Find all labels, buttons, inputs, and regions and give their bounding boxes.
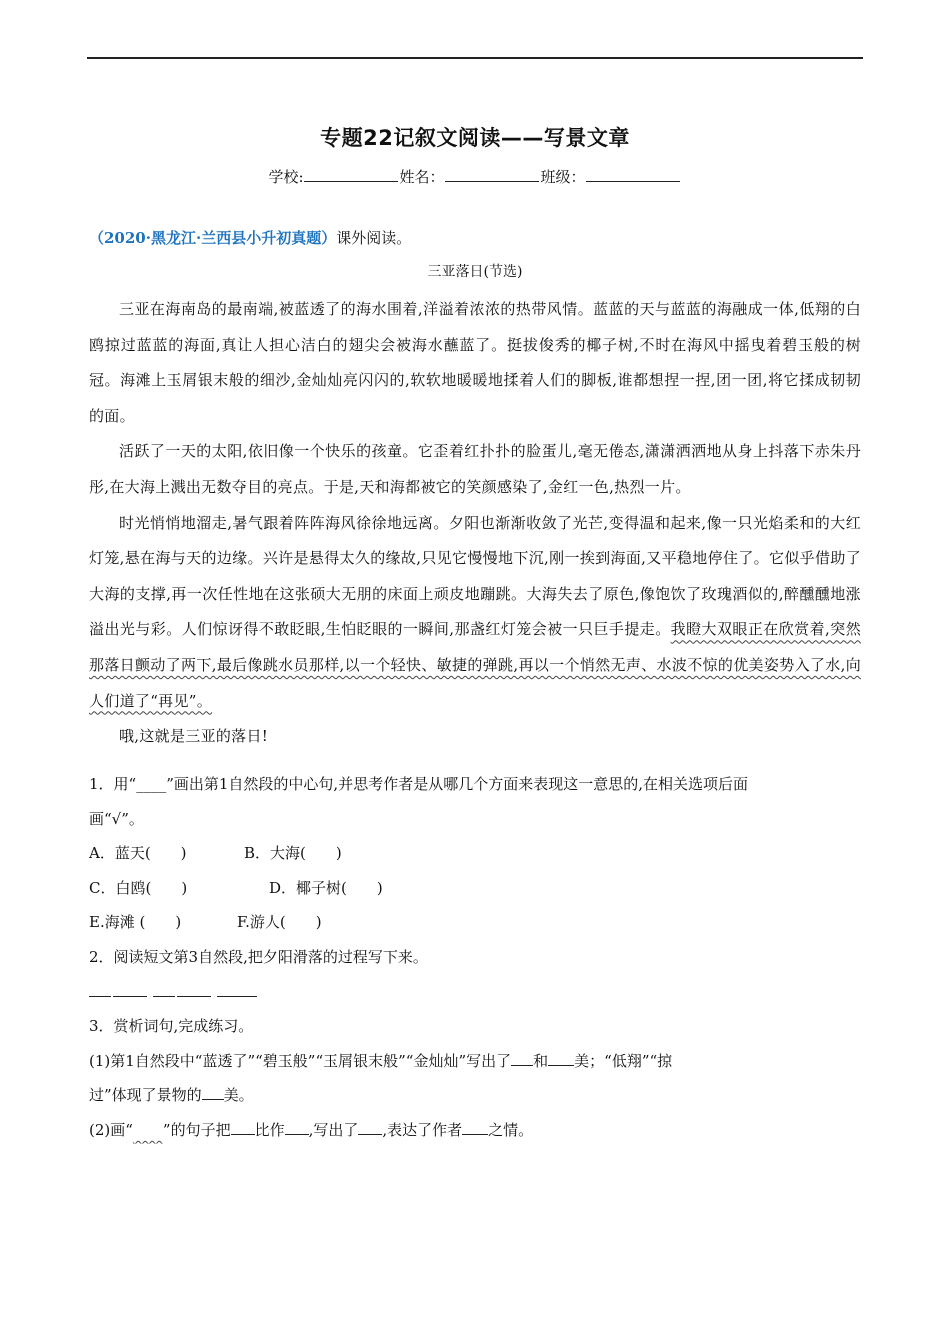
student-info <box>0 166 950 187</box>
school-blank[interactable] <box>304 166 398 182</box>
passage <box>89 292 861 755</box>
paragraph-2: 活跃了一天的太阳,依旧像一个快乐的孩童。它歪着红扑扑的脸蛋儿,毫无倦态,潇潇洒洒地从身上抖落下赤朱丹彤,在大海上溅出无数夺目的亮点。于是,天和海都被它的笑颜感染了,金红一色,热烈一片。 <box>89 442 861 496</box>
q3-blank-7[interactable] <box>462 1120 488 1135</box>
source-tag: （2020·黑龙江·兰西县小升初真题） <box>89 229 337 247</box>
option-a[interactable]: A．蓝天( ) <box>89 844 187 863</box>
q3-sub1-text-a: (1)第1自然段中“蓝透了”“碧玉般”“玉屑银末般”“金灿灿”写出了 <box>89 1051 512 1070</box>
header-rule <box>87 57 863 59</box>
source-line <box>89 227 411 248</box>
q3-sub2-line <box>89 1113 861 1148</box>
q2-blank-4[interactable] <box>177 982 211 997</box>
q3-sub1-text-c: 美；“低翔”“掠 <box>574 1051 673 1070</box>
option-c[interactable]: C．白鸥( ) <box>89 878 188 897</box>
paragraph-1: 三亚在海南岛的最南端,被蓝透了的海水围着,洋溢着浓浓的热带风情。蓝蓝的天与蓝蓝的海融成一体,低翔的白鸥掠过蓝蓝的海面,真让人担心洁白的翅尖会被海水蘸蓝了。挺拔俊秀的椰子树,不时在海风中摇曳着碧玉般的树冠。海滩上玉屑银末般的细沙,金灿灿亮闪闪的,软软地暖暖地揉着人们的脚板,谁都想捏一捏,团一团,将它揉成韧韧的面。 <box>89 300 861 425</box>
name-blank[interactable] <box>445 166 539 182</box>
q3-sub1-text-d: 过”体现了景物的 <box>89 1086 202 1105</box>
wavy-mark-sample <box>133 1113 163 1148</box>
option-f[interactable]: F.游人( ) <box>237 913 322 932</box>
q3-sub2-text-a: (2)画“ <box>89 1120 133 1139</box>
q3-sub1-line-2 <box>89 1078 861 1113</box>
paragraph-3 <box>89 506 861 720</box>
q3-sub2-text-b: ”的句子把 <box>162 1120 231 1139</box>
name-label: 姓名： <box>399 168 445 186</box>
q2-blank-1[interactable] <box>89 982 111 997</box>
q3-blank-2[interactable] <box>548 1051 574 1066</box>
option-e[interactable]: E.海滩 ( ) <box>89 913 182 932</box>
option-b[interactable]: B．大海( ) <box>244 844 342 863</box>
page-title: 专题22记叙文阅读——写景文章 <box>320 126 630 150</box>
q3-sub1-text-e: 美。 <box>223 1086 254 1105</box>
q3-sub1-line-1 <box>89 1044 861 1079</box>
q1-options-row-3 <box>89 905 861 940</box>
q2-blank-3[interactable] <box>153 982 175 997</box>
school-label: 学校: <box>268 168 304 186</box>
q3-sub2-text-e: ,表达了作者 <box>382 1120 463 1139</box>
class-blank[interactable] <box>586 166 680 182</box>
q3-sub1-text-b: 和 <box>533 1051 549 1070</box>
q1-options-row-1 <box>89 836 861 871</box>
q2-answer-blanks <box>89 975 861 1010</box>
q3-blank-5[interactable] <box>285 1120 309 1135</box>
q2-blank-2[interactable] <box>113 982 147 997</box>
q3-blank-4[interactable] <box>231 1120 255 1135</box>
q3-sub2-text-c: 比作 <box>254 1120 285 1139</box>
question-1 <box>89 767 861 1148</box>
q3-head: 3．赏析词句,完成练习。 <box>89 1017 254 1036</box>
q3-sub2-text-f: 之情。 <box>488 1120 534 1139</box>
q1-line-1: 1．用“____”画出第1自然段的中心句,并思考作者是从哪几个方面来表现这一意思的,在相关选项后面 <box>89 775 748 793</box>
class-label: 班级： <box>540 168 586 186</box>
source-text: 课外阅读。 <box>336 229 412 247</box>
wavy-underlined-sentence: 我瞪大双眼正在欣赏着,突然那落日颤动了两下,最后像跳水员那样,以一个轻快、敏捷的弹跳,再以一个悄然无声、水波不惊的优美姿势入了水,向人们道了“再见”。 <box>89 620 861 710</box>
q2-line-1: 2．阅读短文第3自然段,把夕阳滑落的过程写下来。 <box>89 947 428 966</box>
q1-line-2: 画“√”。 <box>89 809 144 828</box>
q3-blank-1[interactable] <box>511 1051 533 1066</box>
q3-blank-6[interactable] <box>358 1120 382 1135</box>
option-d[interactable]: D．椰子树( ) <box>269 878 383 897</box>
q1-options-row-2 <box>89 871 861 906</box>
q3-sub2-text-d: ,写出了 <box>308 1120 359 1139</box>
q3-blank-3[interactable] <box>202 1085 224 1100</box>
article-title: 三亚落日(节选) <box>427 264 523 280</box>
paragraph-4: 哦,这就是三亚的落日! <box>119 727 269 746</box>
paragraph-3-text: 时光悄悄地溜走,暑气跟着阵阵海风徐徐地远离。夕阳也渐渐收敛了光芒,变得温和起来,像一只光焰柔和的大红灯笼,悬在海与天的边缘。兴许是悬得太久的缘故,只见它慢慢地下沉,刚一挨到海面,又平稳地停住了。它似乎借助了大海的支撑,再一次任性地在这张硕大无朋的床面上顽皮地蹦跳。大海失去了原色,像饱饮了玫瑰酒似的,醉醺醺地涨溢出光与彩。人们惊讶得不敢眨眼,生怕眨眼的一瞬间,那盏红灯笼会被一只巨手提走。 <box>89 513 861 639</box>
q2-blank-5[interactable] <box>217 982 257 997</box>
